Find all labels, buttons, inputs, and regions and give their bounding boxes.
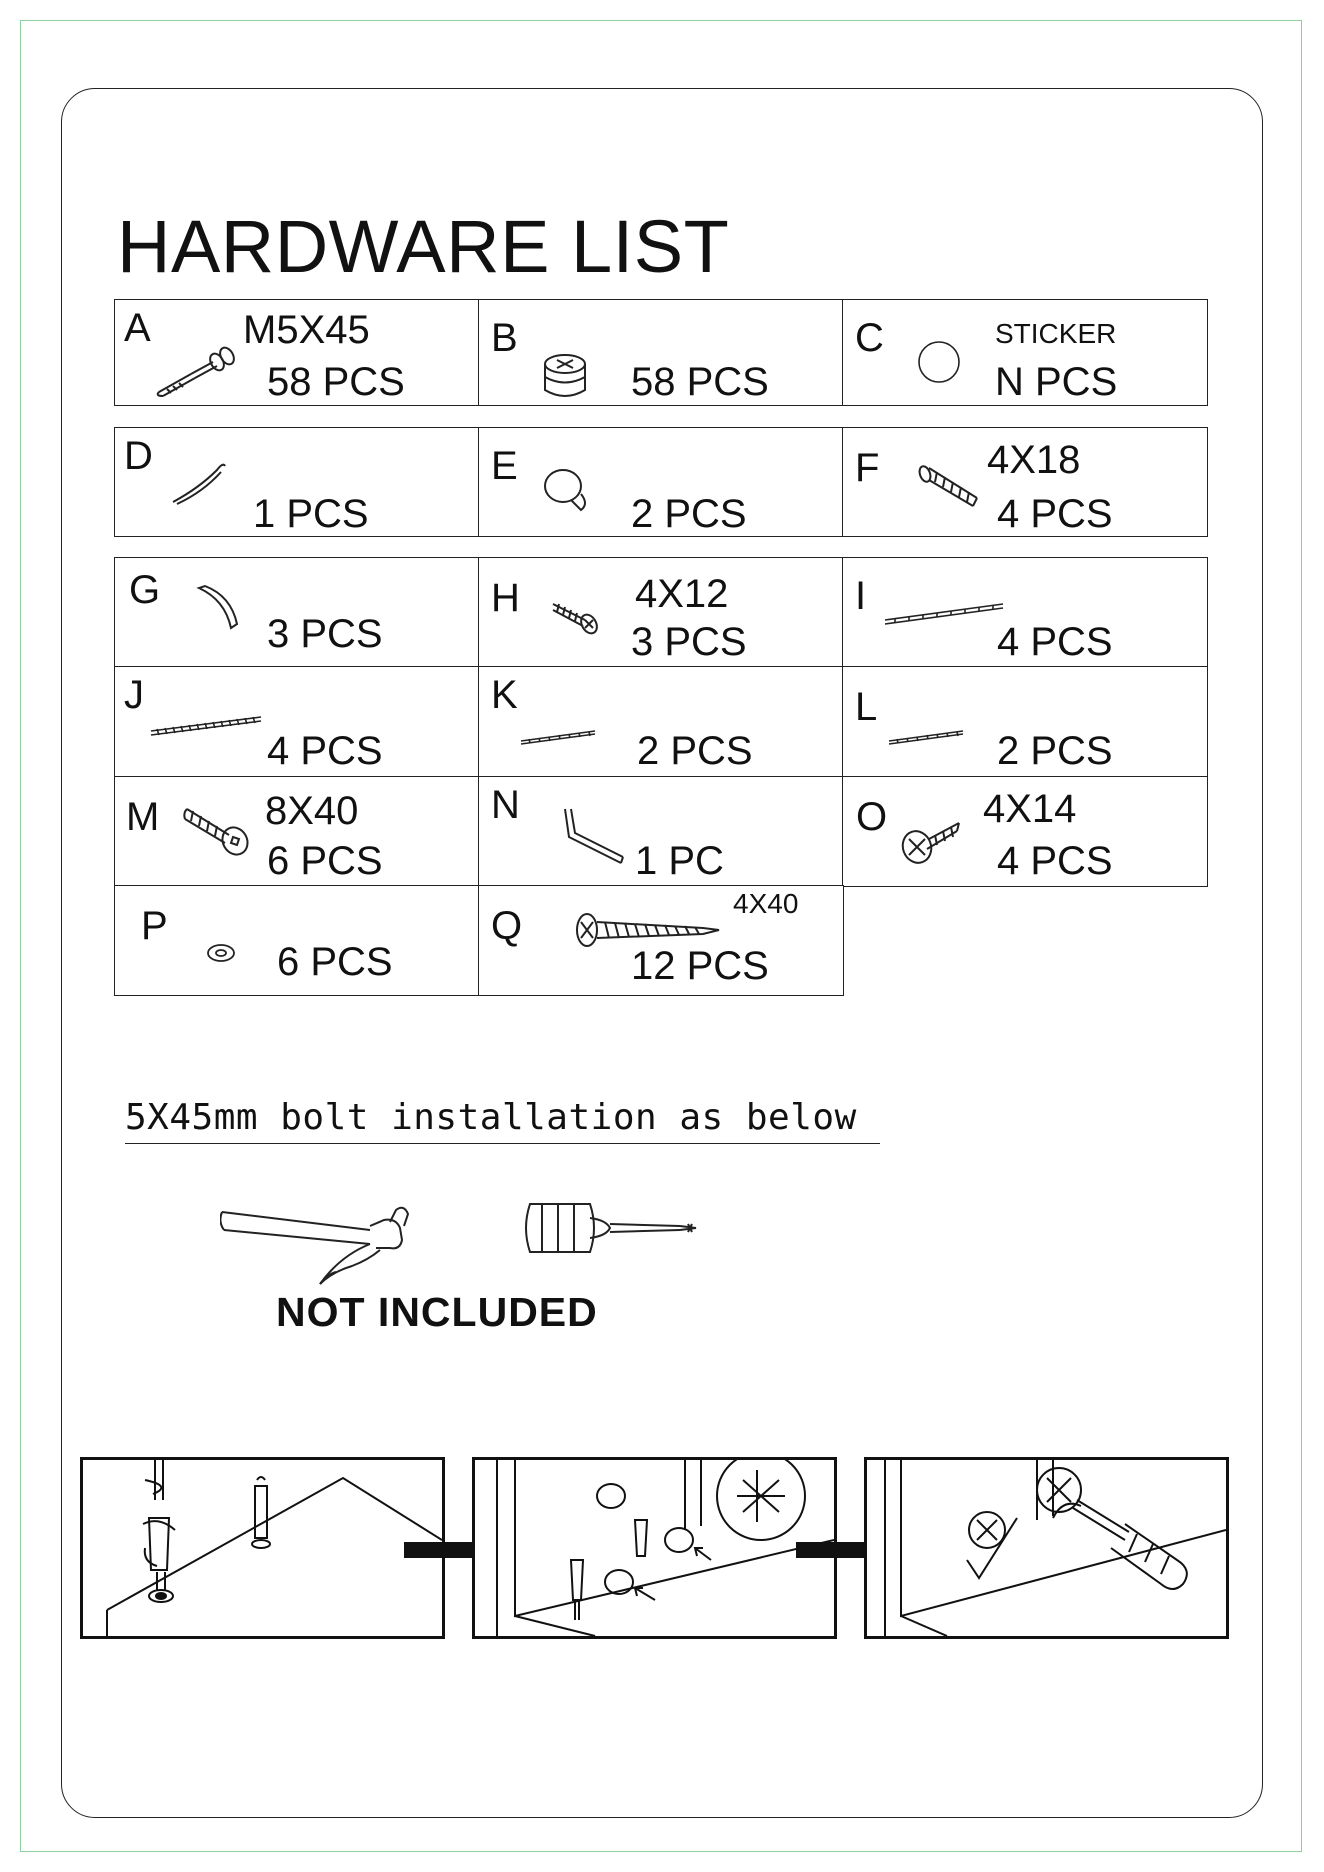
part-cell-m <box>114 776 480 887</box>
part-cell-h <box>478 557 844 668</box>
part-cell-f <box>842 427 1208 537</box>
part-quantity: 1 PC <box>635 839 724 883</box>
screwdriver-icon <box>520 1196 706 1260</box>
part-cell-a <box>114 299 480 406</box>
part-cell-j <box>114 666 480 778</box>
part-letter: K <box>491 673 518 717</box>
part-cell-o <box>842 776 1208 887</box>
part-letter: I <box>855 574 867 618</box>
step-tighten-cam-icon <box>867 1460 1226 1636</box>
tools-not-included-note: NOT INCLUDED <box>276 1289 598 1335</box>
part-quantity: N PCS <box>995 360 1118 404</box>
part-spec: 8X40 <box>265 789 359 833</box>
short-screw-icon <box>551 598 601 638</box>
part-quantity: 58 PCS <box>631 360 769 404</box>
part-quantity: 4 PCS <box>997 839 1113 883</box>
part-cell-i <box>842 557 1208 668</box>
part-letter: E <box>491 444 518 488</box>
part-letter: H <box>491 576 520 620</box>
part-quantity: 6 PCS <box>267 839 383 883</box>
medium-rod-icon <box>519 727 599 747</box>
part-quantity: 58 PCS <box>267 360 405 404</box>
step-panel-2 <box>472 1457 837 1639</box>
part-cell-l <box>842 666 1208 778</box>
part-spec: 4X18 <box>987 438 1081 482</box>
step-insert-cam-icon <box>475 1460 834 1636</box>
part-spec: 4X40 <box>733 888 799 919</box>
part-quantity: 2 PCS <box>997 729 1113 773</box>
step-panel-1 <box>80 1457 445 1639</box>
allen-key-icon <box>561 807 631 871</box>
knob-icon <box>541 464 595 516</box>
part-letter: B <box>491 316 518 360</box>
step-insert-bolt-icon <box>83 1460 442 1636</box>
part-quantity: 4 PCS <box>267 729 383 773</box>
short-rod-icon <box>887 727 967 747</box>
part-quantity: 4 PCS <box>997 492 1113 536</box>
long-rod-icon <box>149 711 265 737</box>
bracket-icon <box>195 584 241 634</box>
part-quantity: 3 PCS <box>267 612 383 656</box>
part-letter: J <box>124 673 144 717</box>
part-quantity: 12 PCS <box>631 944 769 988</box>
part-spec: 4X12 <box>635 572 729 616</box>
part-quantity: 2 PCS <box>631 492 747 536</box>
part-spec: 4X14 <box>983 787 1077 831</box>
part-quantity: 6 PCS <box>277 940 393 984</box>
part-letter: F <box>855 446 880 490</box>
part-quantity: 4 PCS <box>997 620 1113 664</box>
part-cell-b <box>478 299 844 406</box>
part-letter: A <box>124 306 151 350</box>
cam-lock-nut-icon <box>537 352 593 404</box>
step-panel-3 <box>864 1457 1229 1639</box>
long-rail-icon <box>883 598 1007 628</box>
bolt-installation-heading: 5X45mm bolt installation as below <box>125 1097 857 1138</box>
part-letter: P <box>141 904 168 948</box>
part-cell-k <box>478 666 844 778</box>
handle-screw-icon <box>917 462 983 512</box>
part-letter: O <box>856 795 888 839</box>
part-cell-p <box>114 885 480 996</box>
part-cell-n <box>478 776 844 887</box>
part-quantity: 3 PCS <box>631 620 747 664</box>
heading-underline <box>125 1143 880 1144</box>
part-letter: L <box>855 685 878 729</box>
part-letter: C <box>855 316 884 360</box>
part-spec: M5X45 <box>243 308 370 352</box>
part-cell-g <box>114 557 480 668</box>
part-letter: Q <box>491 904 523 948</box>
page-title: HARDWARE LIST <box>117 205 730 288</box>
part-letter: M <box>126 795 160 839</box>
washer-icon <box>205 942 237 964</box>
wood-screw-icon <box>573 910 723 950</box>
cam-bolt-icon <box>151 340 237 400</box>
part-letter: N <box>491 783 520 827</box>
part-cell-q <box>478 885 844 996</box>
hammer-icon <box>220 1200 410 1290</box>
part-letter: G <box>129 568 161 612</box>
part-cell-d <box>114 427 480 537</box>
flat-head-screw-icon <box>899 813 963 867</box>
part-spec: STICKER <box>995 318 1117 349</box>
hex-bolt-icon <box>183 801 253 857</box>
part-cell-e <box>478 427 844 537</box>
part-letter: D <box>124 434 153 478</box>
part-cell-c <box>842 299 1208 406</box>
sticker-icon <box>915 338 963 386</box>
part-quantity: 1 PCS <box>253 492 369 536</box>
handle-icon <box>169 458 229 508</box>
part-quantity: 2 PCS <box>637 729 753 773</box>
